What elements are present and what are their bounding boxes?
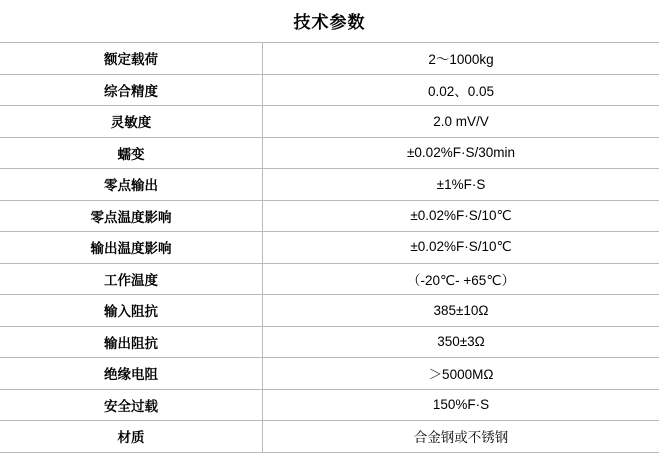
row-value: ±0.02%F·S/30min: [263, 137, 659, 169]
row-label: 蠕变: [0, 137, 263, 169]
table-row: [0, 106, 659, 138]
table-row: [0, 169, 659, 201]
row-label: 综合精度: [0, 74, 263, 106]
row-value: ±0.02%F·S/10℃: [263, 200, 659, 232]
row-value: 0.02、0.05: [263, 74, 659, 106]
table-row: [0, 326, 659, 358]
row-label: 灵敏度: [0, 106, 263, 138]
table-row: [0, 137, 659, 169]
row-value: 2.0 mV/V: [263, 106, 659, 138]
table-row: [0, 263, 659, 295]
table-row: [0, 358, 659, 390]
row-value: ±0.02%F·S/10℃: [263, 232, 659, 264]
table-row: [0, 200, 659, 232]
row-label: 安全过载: [0, 389, 263, 421]
table-row: [0, 295, 659, 327]
table-body: [0, 43, 659, 453]
row-label: 绝缘电阻: [0, 358, 263, 390]
row-label: 输出阻抗: [0, 326, 263, 358]
table-row: [0, 232, 659, 264]
row-value: 合金钢或不锈钢: [263, 421, 659, 453]
row-value: 350±3Ω: [263, 326, 659, 358]
row-label: 材质: [0, 421, 263, 453]
row-label: 输出温度影响: [0, 232, 263, 264]
row-value: 150%F·S: [263, 389, 659, 421]
row-value: 2～1000kg: [263, 43, 659, 75]
row-value: ＞5000MΩ: [263, 358, 659, 390]
row-value: ±1%F·S: [263, 169, 659, 201]
row-label: 零点温度影响: [0, 200, 263, 232]
table-row: [0, 43, 659, 75]
table-row: [0, 421, 659, 453]
table-row: [0, 74, 659, 106]
specifications-table: [0, 42, 659, 453]
row-label: 工作温度: [0, 263, 263, 295]
row-label: 输入阻抗: [0, 295, 263, 327]
page-title: 技术参数: [0, 0, 659, 42]
row-label: 额定载荷: [0, 43, 263, 75]
row-value: 385±10Ω: [263, 295, 659, 327]
table-row: [0, 389, 659, 421]
row-value: （-20℃- +65℃）: [263, 263, 659, 295]
row-label: 零点输出: [0, 169, 263, 201]
